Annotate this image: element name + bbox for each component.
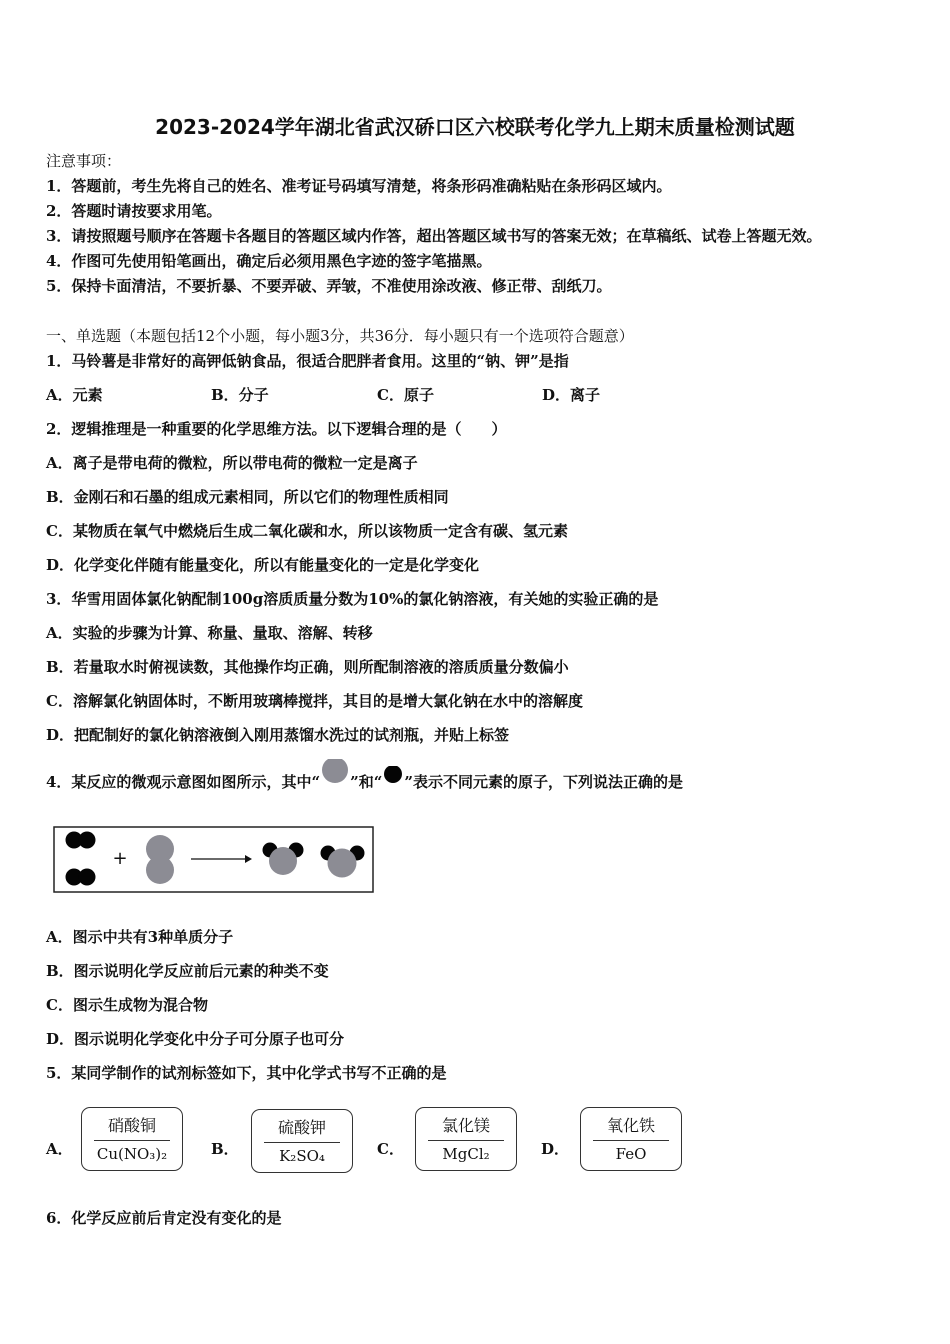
q4-stem (46, 772, 683, 792)
reaction-diagram (53, 826, 375, 894)
section-heading: 一、单选题（本题包括12个小题，每小题3分，共36分．每小题只有一个选项符合题意） (46, 327, 634, 345)
q3-option-a[interactable]: A．实验的步骤为计算、称量、量取、溶解、转移 (46, 624, 373, 642)
q6-stem: 6．化学反应前后肯定没有变化的是 (46, 1209, 282, 1227)
label-b-name: 硫酸钾 (277, 1118, 326, 1137)
notice-item-3: 3．请按照题号顺序在答题卡各题目的答题区域内作答，超出答题区域书写的答案无效；在草稿纸、试卷上答题无效。 (46, 227, 822, 245)
notice-item-1: 1．答题前，考生先将自己的姓名、准考证号码填写清楚，将条形码准确粘贴在条形码区域内。 (46, 177, 672, 195)
q2-option-b[interactable]: B．金刚石和石墨的组成元素相同，所以它们的物理性质相同 (46, 488, 449, 506)
label-d-name: 氧化铁 (606, 1116, 655, 1135)
q4-stem-part-2: ”和“ (350, 773, 383, 791)
plus-sign: + (112, 848, 128, 869)
q3-option-d[interactable]: D．把配制好的氯化钠溶液倒入刚用蒸馏水洗过的试剂瓶，并贴上标签 (46, 726, 510, 744)
q1-stem: 1．马铃薯是非常好的高钾低钠食品，很适合肥胖者食用。这里的“钠、钾”是指 (46, 352, 569, 370)
notice-item-4: 4．作图可先使用铅笔画出，确定后必须用黑色字迹的签字笔描黑。 (46, 252, 492, 270)
q1-options (46, 385, 646, 405)
notice-heading: 注意事项： (46, 152, 122, 170)
label-a-divider (94, 1140, 170, 1141)
q3-stem: 3．华雪用固体氯化钠配制100g溶质质量分数为10%的氯化钠溶液，有关她的实验正确的是 (46, 590, 659, 608)
q2-option-c[interactable]: C．某物质在氧气中燃烧后生成二氧化碳和水，所以该物质一定含有碳、氢元素 (46, 522, 568, 540)
q5-option-b-letter[interactable]: B． (211, 1140, 239, 1158)
q4-stem-part-3: ”表示不同元素的原子，下列说法正确的是 (404, 773, 683, 791)
q5-option-d-letter[interactable]: D． (541, 1140, 570, 1158)
q2-stem: 2．逻辑推理是一种重要的化学思维方法。以下逻辑合理的是（ ） (46, 420, 507, 438)
q3-option-c[interactable]: C．溶解氯化钠固体时，不断用玻璃棒搅拌，其目的是增大氯化钠在水中的溶解度 (46, 692, 583, 710)
label-a-formula: Cu(NO₃)₂ (96, 1145, 168, 1163)
gray-atom-icon (320, 759, 350, 789)
q5-label-a[interactable] (81, 1107, 183, 1171)
label-c-divider (428, 1140, 504, 1141)
q5-label-c[interactable] (415, 1107, 517, 1171)
q5-option-c-letter[interactable]: C． (377, 1140, 404, 1158)
q5-stem: 5．某同学制作的试剂标签如下，其中化学式书写不正确的是 (46, 1064, 447, 1082)
q5-label-d[interactable] (580, 1107, 682, 1171)
notice-item-5: 5．保持卡面清洁，不要折暴、不要弄破、弄皱，不准使用涂改液、修正带、刮纸刀。 (46, 277, 612, 295)
q4-option-a[interactable]: A．图示中共有3种单质分子 (46, 928, 234, 946)
q1-option-b[interactable]: B．分子 (211, 386, 269, 404)
notice-item-2: 2．答题时请按要求用笔。 (46, 202, 222, 220)
label-b-formula: K₂SO₄ (279, 1147, 325, 1165)
q3-option-b[interactable]: B．若量取水时俯视读数，其他操作均正确，则所配制溶液的溶质质量分数偏小 (46, 658, 569, 676)
q4-option-b[interactable]: B．图示说明化学反应前后元素的种类不变 (46, 962, 329, 980)
label-b-divider (264, 1142, 340, 1143)
q2-option-a[interactable]: A．离子是带电荷的微粒，所以带电荷的微粒一定是离子 (46, 454, 418, 472)
q1-option-c[interactable]: C．原子 (377, 386, 434, 404)
q2-option-d[interactable]: D．化学变化伴随有能量变化，所以有能量变化的一定是化学变化 (46, 556, 480, 574)
q4-option-d[interactable]: D．图示说明化学变化中分子可分原子也可分 (46, 1030, 345, 1048)
q5-option-a-letter[interactable]: A． (46, 1140, 73, 1158)
label-a-name: 硝酸铜 (107, 1116, 156, 1135)
label-c-formula: MgCl₂ (442, 1145, 490, 1163)
q1-option-d[interactable]: D．离子 (542, 386, 601, 404)
exam-title: 2023-2024学年湖北省武汉硚口区六校联考化学九上期末质量检测试题 (155, 115, 795, 139)
label-d-divider (593, 1140, 669, 1141)
q4-stem-part-1: 4．某反应的微观示意图如图所示，其中“ (46, 773, 321, 791)
q1-option-a[interactable]: A．元素 (46, 386, 103, 404)
q4-option-c[interactable]: C．图示生成物为混合物 (46, 996, 208, 1014)
label-c-name: 氯化镁 (441, 1116, 490, 1135)
black-atom-icon (382, 766, 404, 788)
q5-label-b[interactable] (251, 1109, 353, 1173)
label-d-formula: FeO (615, 1145, 647, 1163)
